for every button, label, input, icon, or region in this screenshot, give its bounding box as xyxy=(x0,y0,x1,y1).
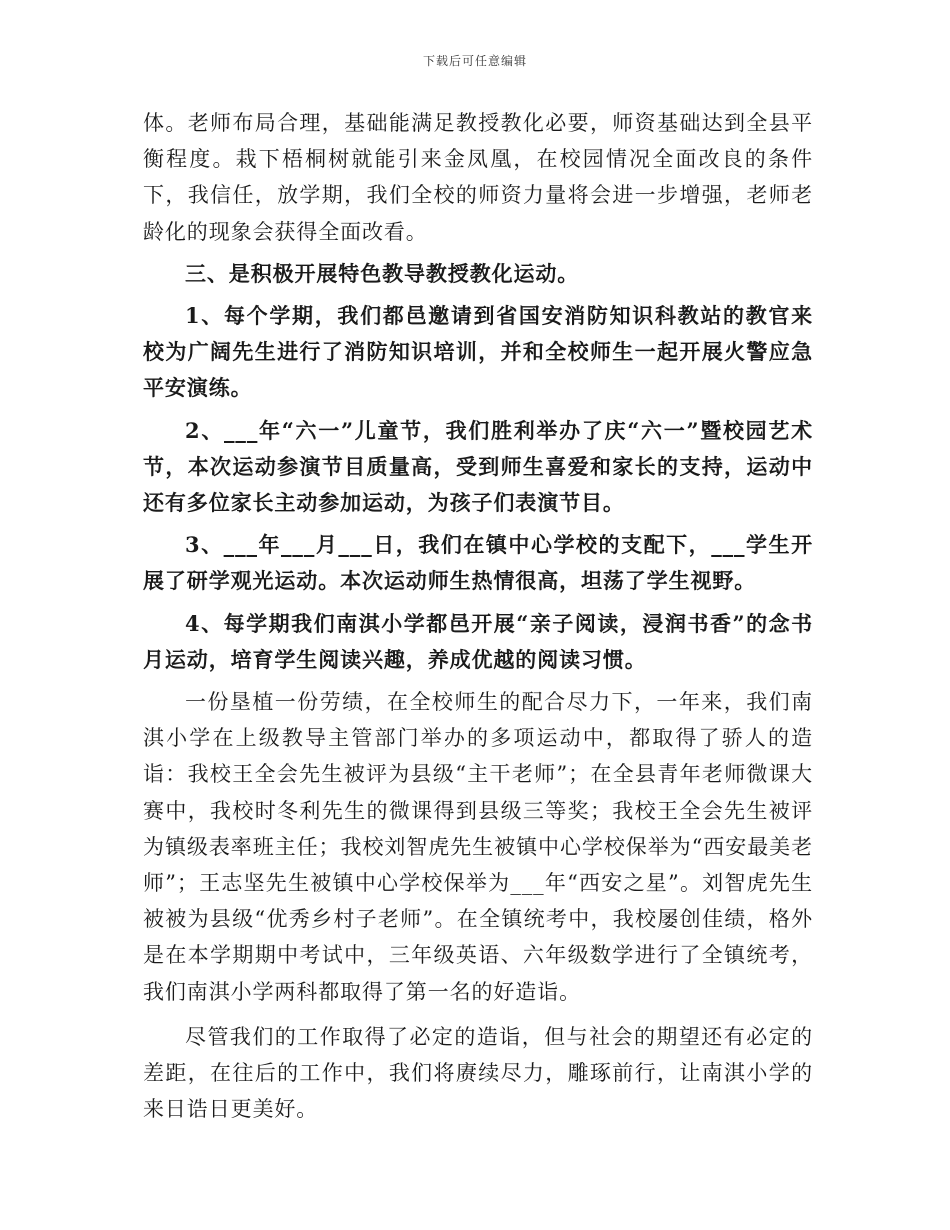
page-header: 下载后可任意编辑 xyxy=(422,54,527,68)
list-item-4: 4、每学期我们南淇小学都邑开展“亲子阅读，浸润书香”的念书月运动，培育学生阅读兴趣，养成优越的阅读习惯。 xyxy=(143,610,813,672)
list-item-1: 1、每个学期，我们都邑邀请到省国安消防知识科教站的教官来校为广阔先生进行了消防知识培训，并和全校师生一起开展火警应急平安演练。 xyxy=(143,303,813,401)
paragraph-continued: 体。老师布局合理，基础能满足教授教化必要，师资基础达到全县平衡程度。栽下梧桐树就能引来金凤凰，在校园情况全面改良的条件下，我信任，放学期，我们全校的师资力量将会进一步增强，老师老龄化的现象会获得全面改看。 xyxy=(143,111,813,244)
closing-paragraph: 尽管我们的工作取得了必定的造诣，但与社会的期望还有必定的差距，在往后的工作中，我们将赓续尽力，雕琢前行，让南淇小学的来日诰日更美好。 xyxy=(143,1024,813,1122)
list-item-2: 2、___年“六一”儿童节，我们胜利举办了庆“六一”暨校园艺术节，本次运动参演节目质量高，受到师生喜爱和家长的支持，运动中还有多位家长主动参加运动，为孩子们表演节目。 xyxy=(143,417,813,516)
document-body xyxy=(143,105,813,1127)
list-item-3: 3、___年___月___日，我们在镇中心学校的支配下，___学生开展了研学观光运动。本次运动师生热情很高，坦荡了学生视野。 xyxy=(143,532,813,594)
section-heading: 三、是积极开展特色教导教授教化运动。 xyxy=(185,260,580,286)
achievements-paragraph: 一份垦植一份劳绩，在全校师生的配合尽力下，一年来，我们南淇小学在上级教导主管部门举办的多项运动中，都取得了骄人的造诣：我校王全会先生被评为县级“主干老师”；在全县青年老师微课大赛中，我校时冬利先生的微课得到县级三等奖；我校王全会先生被评为镇级表率班主任；我校刘智虎先生被镇中心学校保举为“西安最美老师”；王志坚先生被镇中心学校保举为___年“西安之星”。刘智虎先生被被为县级“优秀乡村子老师”。在全镇统考中，我校屡创佳绩，格外是在本学期期中考试中，三年级英语、六年级数学进行了全镇统考，我们南淇小学两科都取得了第一名的好造诣。 xyxy=(143,690,813,1004)
